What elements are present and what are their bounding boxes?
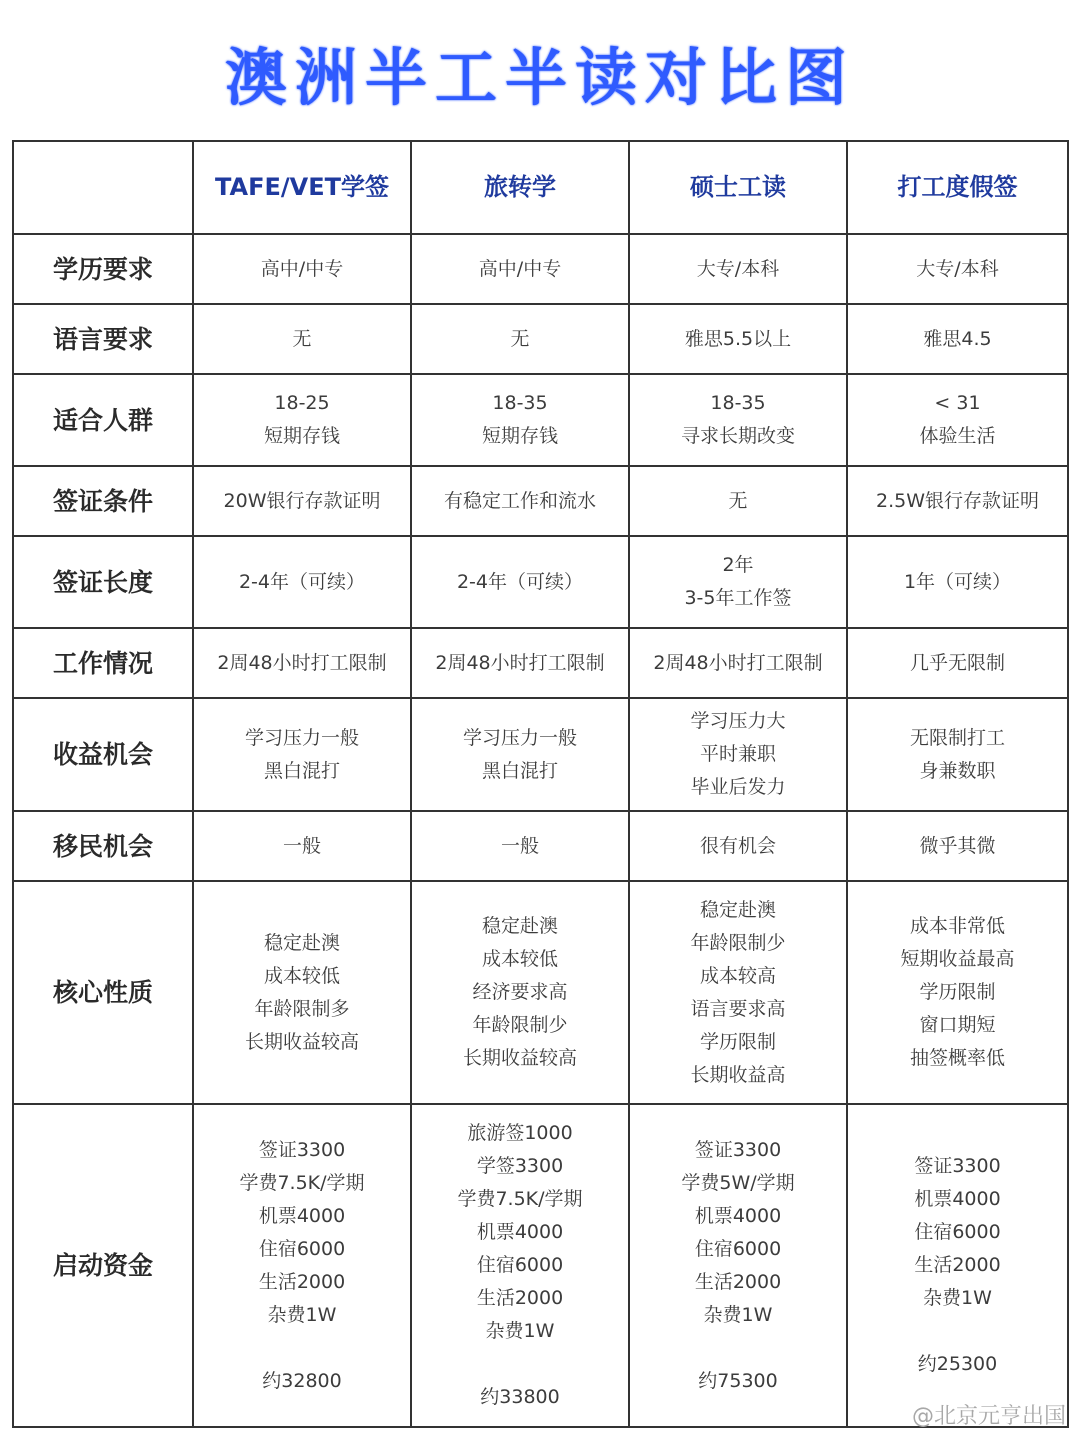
table-cell bbox=[629, 234, 847, 304]
row-startup-fund bbox=[13, 1104, 1068, 1427]
cell-line: 20W银行存款证明 bbox=[223, 489, 381, 512]
table-cell bbox=[629, 628, 847, 698]
row-header: 核心性质 bbox=[13, 881, 193, 1104]
table-cell bbox=[629, 881, 847, 1104]
table-cell bbox=[411, 466, 629, 536]
table-cell bbox=[193, 234, 411, 304]
cell-line: 微乎其微 bbox=[919, 834, 996, 857]
table-cell bbox=[193, 536, 411, 628]
table-cell bbox=[193, 304, 411, 374]
cell-line: 有稳定工作和流水 bbox=[443, 489, 596, 512]
cell-line: 黑白混打 bbox=[481, 759, 558, 782]
cell-line: 成本较高 bbox=[699, 964, 776, 987]
table-cell bbox=[847, 304, 1068, 374]
cell-line: 长期收益高 bbox=[690, 1063, 786, 1086]
cell-gap bbox=[634, 1332, 842, 1365]
comparison-table-body bbox=[13, 141, 1068, 1427]
cell-line: 雅思4.5 bbox=[923, 327, 992, 350]
cell-line: 稳定赴澳 bbox=[699, 898, 776, 921]
table-cell bbox=[193, 811, 411, 881]
comparison-table bbox=[12, 140, 1069, 1428]
cell-line: 签证3300 bbox=[258, 1138, 346, 1161]
cell-line: 平时兼职 bbox=[699, 743, 776, 765]
cell-line: 18-25 bbox=[274, 392, 330, 414]
cell-line: 学习压力大 bbox=[690, 710, 786, 732]
cell-line: 3-5年工作签 bbox=[684, 587, 792, 609]
table-cell bbox=[629, 466, 847, 536]
cell-line: 经济要求高 bbox=[472, 981, 568, 1003]
table-cell bbox=[411, 698, 629, 811]
table-cell bbox=[629, 811, 847, 881]
cell-line: 住宿6000 bbox=[476, 1254, 564, 1276]
row-income bbox=[13, 698, 1068, 811]
cell-line: 年龄限制少 bbox=[690, 931, 786, 954]
row-visa-condition bbox=[13, 466, 1068, 536]
table-cell bbox=[847, 536, 1068, 628]
row-language bbox=[13, 304, 1068, 374]
column-header-working-holiday: 打工度假签 bbox=[847, 141, 1068, 234]
cell-line: 学费7.5K/学期 bbox=[239, 1171, 365, 1194]
cell-line: 杂费1W bbox=[703, 1303, 773, 1326]
cell-line: 短期收益最高 bbox=[900, 948, 1015, 970]
cell-line: 机票4000 bbox=[258, 1204, 346, 1227]
table-cell bbox=[629, 536, 847, 628]
table-cell bbox=[411, 536, 629, 628]
cell-line: 大专/本科 bbox=[696, 257, 780, 280]
table-cell bbox=[193, 698, 411, 811]
cell-line: 学历限制 bbox=[919, 981, 996, 1003]
table-cell bbox=[847, 811, 1068, 881]
cell-line: 签证3300 bbox=[694, 1138, 782, 1161]
cell-line: 一般 bbox=[500, 834, 539, 857]
row-header: 语言要求 bbox=[13, 304, 193, 374]
row-header: 工作情况 bbox=[13, 628, 193, 698]
table-cell bbox=[193, 1104, 411, 1427]
cell-line: 杂费1W bbox=[267, 1303, 337, 1326]
table-cell bbox=[629, 304, 847, 374]
cell-line: 稳定赴澳 bbox=[263, 931, 340, 954]
cell-line: 抽签概率低 bbox=[909, 1047, 1005, 1069]
row-header: 启动资金 bbox=[13, 1104, 193, 1427]
cell-line: 年龄限制少 bbox=[472, 1014, 568, 1036]
cell-gap bbox=[198, 1332, 406, 1365]
cell-line: 2.5W银行存款证明 bbox=[875, 489, 1039, 512]
table-cell bbox=[847, 628, 1068, 698]
watermark: @北京元亨出国 bbox=[911, 1404, 1066, 1429]
cell-line: 无限制打工 bbox=[909, 726, 1005, 749]
corner-cell bbox=[13, 141, 193, 234]
cell-line: 杂费1W bbox=[923, 1287, 992, 1309]
table-cell bbox=[411, 1104, 629, 1427]
cell-line: 短期存钱 bbox=[481, 425, 558, 447]
row-header: 签证长度 bbox=[13, 536, 193, 628]
header-row bbox=[13, 141, 1068, 234]
cell-line: 住宿6000 bbox=[694, 1237, 782, 1260]
row-header: 收益机会 bbox=[13, 698, 193, 811]
cell-line: 学历限制 bbox=[699, 1030, 776, 1053]
cell-line: 签证3300 bbox=[914, 1155, 1001, 1177]
table-cell bbox=[411, 881, 629, 1104]
cell-line: 学签3300 bbox=[476, 1155, 564, 1177]
cell-line: 年龄限制多 bbox=[254, 997, 350, 1020]
cell-line: 大专/本科 bbox=[916, 257, 999, 280]
row-education bbox=[13, 234, 1068, 304]
cell-line: 2周48小时打工限制 bbox=[653, 651, 823, 674]
cell-line: 约25300 bbox=[917, 1353, 998, 1375]
table-cell bbox=[193, 374, 411, 466]
cell-line: 雅思5.5以上 bbox=[684, 327, 792, 350]
cell-line: 无 bbox=[292, 327, 312, 350]
cell-line: 机票4000 bbox=[476, 1221, 564, 1243]
row-header: 移民机会 bbox=[13, 811, 193, 881]
cell-line: 约32800 bbox=[262, 1369, 342, 1392]
cell-line: 毕业后发力 bbox=[690, 776, 786, 798]
cell-line: 生活2000 bbox=[914, 1254, 1001, 1276]
cell-line: 生活2000 bbox=[694, 1270, 782, 1293]
cell-line: 成本较低 bbox=[263, 964, 340, 987]
table-cell bbox=[193, 628, 411, 698]
cell-line: 短期存钱 bbox=[263, 425, 340, 447]
table-cell bbox=[411, 304, 629, 374]
cell-line: 学习压力一般 bbox=[244, 726, 359, 749]
cell-line: 约75300 bbox=[698, 1369, 778, 1392]
table-cell bbox=[629, 698, 847, 811]
page-title: 澳洲半工半读对比图 bbox=[224, 41, 855, 114]
column-header-tafe: TAFE/VET学签 bbox=[193, 141, 411, 234]
cell-line: 窗口期短 bbox=[919, 1014, 996, 1036]
cell-line: 体验生活 bbox=[919, 425, 996, 447]
row-core bbox=[13, 881, 1068, 1104]
cell-line: 2-4年（可续） bbox=[456, 570, 584, 593]
row-header: 适合人群 bbox=[13, 374, 193, 466]
table-cell bbox=[629, 374, 847, 466]
cell-line: 18-35 bbox=[492, 392, 548, 414]
cell-line: 高中/中专 bbox=[260, 257, 344, 280]
column-header-masters: 硕士工读 bbox=[629, 141, 847, 234]
cell-line: 旅游签1000 bbox=[467, 1122, 573, 1144]
row-header: 签证条件 bbox=[13, 466, 193, 536]
cell-line: 黑白混打 bbox=[263, 759, 340, 782]
table-cell bbox=[411, 374, 629, 466]
table-cell bbox=[629, 1104, 847, 1427]
cell-gap bbox=[416, 1348, 624, 1381]
cell-line: 2-4年（可续） bbox=[238, 570, 366, 593]
cell-line: 身兼数职 bbox=[919, 759, 996, 782]
cell-line: 约33800 bbox=[480, 1386, 560, 1408]
cell-line: 生活2000 bbox=[258, 1270, 346, 1293]
cell-line: 寻求长期改变 bbox=[680, 425, 795, 447]
cell-line: 成本较低 bbox=[481, 948, 558, 970]
cell-line: 住宿6000 bbox=[258, 1237, 346, 1260]
cell-line: 1年（可续） bbox=[903, 570, 1012, 593]
row-immigration bbox=[13, 811, 1068, 881]
table-cell bbox=[847, 466, 1068, 536]
cell-line: 学费7.5K/学期 bbox=[457, 1188, 583, 1210]
cell-line: 杂费1W bbox=[485, 1320, 555, 1342]
cell-line: 生活2000 bbox=[476, 1287, 564, 1309]
table-cell bbox=[847, 234, 1068, 304]
cell-line: 很有机会 bbox=[699, 834, 776, 857]
row-work bbox=[13, 628, 1068, 698]
cell-line: 无 bbox=[728, 489, 748, 512]
cell-line: 一般 bbox=[282, 834, 321, 857]
row-header: 学历要求 bbox=[13, 234, 193, 304]
cell-line: 2年 bbox=[722, 554, 754, 576]
cell-line: 2周48小时打工限制 bbox=[217, 651, 387, 674]
cell-line: 长期收益较高 bbox=[462, 1047, 577, 1069]
cell-line: 长期收益较高 bbox=[244, 1030, 359, 1053]
table-cell bbox=[847, 374, 1068, 466]
cell-gap bbox=[852, 1315, 1063, 1348]
row-target-group bbox=[13, 374, 1068, 466]
cell-line: 机票4000 bbox=[914, 1188, 1001, 1210]
cell-line: 无 bbox=[510, 327, 530, 350]
table-cell bbox=[411, 234, 629, 304]
cell-line: 18-35 bbox=[710, 392, 766, 414]
table-cell bbox=[411, 628, 629, 698]
cell-line: 机票4000 bbox=[694, 1204, 782, 1227]
table-cell bbox=[411, 811, 629, 881]
cell-line: 住宿6000 bbox=[914, 1221, 1001, 1243]
table-cell bbox=[193, 881, 411, 1104]
cell-line: 高中/中专 bbox=[478, 257, 562, 280]
row-visa-length bbox=[13, 536, 1068, 628]
cell-line: 学费5W/学期 bbox=[681, 1171, 795, 1194]
table-cell bbox=[847, 881, 1068, 1104]
table-cell bbox=[193, 466, 411, 536]
cell-line: 学习压力一般 bbox=[462, 726, 577, 749]
cell-line: 稳定赴澳 bbox=[481, 915, 558, 937]
cell-line: 2周48小时打工限制 bbox=[435, 651, 605, 674]
cell-line: 成本非常低 bbox=[909, 915, 1005, 937]
table-cell bbox=[847, 1104, 1068, 1427]
table-cell bbox=[847, 698, 1068, 811]
cell-line: 几乎无限制 bbox=[909, 651, 1005, 674]
cell-line: < 31 bbox=[934, 392, 981, 414]
cell-line: 语言要求高 bbox=[690, 997, 786, 1020]
column-header-tourist-to-student: 旅转学 bbox=[411, 141, 629, 234]
